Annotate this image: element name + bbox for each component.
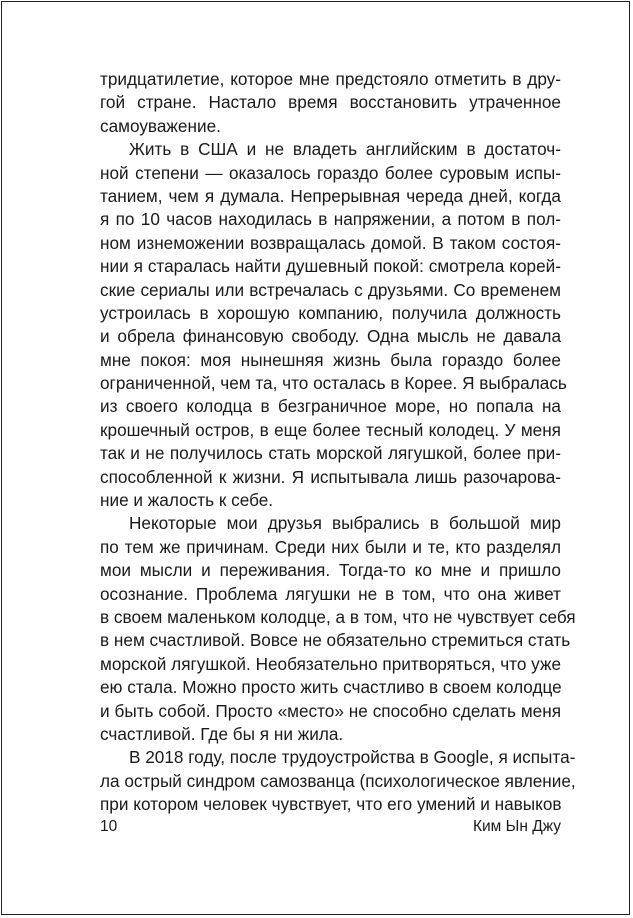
text-line: способленной к жизни. Я испытывала лишь разочарова- xyxy=(100,466,561,487)
text-line: в своем маленьком колодце, а в том, что не чувствует себя xyxy=(100,606,576,627)
running-author: Ким Ын Джу xyxy=(472,818,561,835)
text-line: и обрела финансовую свободу. Одна мысль не давала xyxy=(100,326,561,347)
text-line: морской лягушкой. Необязательно притворяться, что уже xyxy=(100,653,562,674)
text-line: по тем же причинам. Среди них были и те, кто разделял xyxy=(100,536,561,557)
text-line: тридцатилетие, которое мне предстояло отметить в дру- xyxy=(100,69,561,89)
text-line: крошечный остров, в еще более тесный колодец. У меня xyxy=(100,419,561,440)
text-line: я по 10 часов находилась в напряжении, а потом в пол- xyxy=(100,209,561,230)
text-line: ею стала. Можно просто жить счастливо в своем колодце xyxy=(100,677,562,698)
text-line: гой стране. Настало время восстановить утраченное xyxy=(100,92,561,113)
text-line: Некоторые мои друзья выбрались в большой мир xyxy=(129,513,561,534)
text-line: Жить в США и не владеть английским в достаточ- xyxy=(129,139,561,160)
text-line: ла острый синдром самозванца (психологическое явление, xyxy=(100,770,576,791)
text-line: самоуважение. xyxy=(100,115,221,136)
text-line: так и не получилось стать морской лягушкой, более при- xyxy=(100,443,561,464)
page-footer xyxy=(100,816,561,838)
text-line: ной степени — оказалось гораздо более суровым испы- xyxy=(100,162,561,183)
text-line: при котором человек чувствует, что его умений и навыков xyxy=(100,794,562,815)
page-number: 10 xyxy=(100,818,118,835)
text-line: мои мысли и переживания. Тогда-то ко мне и пришло xyxy=(100,560,561,581)
text-line: устроилась в хорошую компанию, получила должность xyxy=(100,302,561,323)
text-line: танием, чем я думала. Непрерывная череда дней, когда xyxy=(100,185,561,206)
text-line: из своего колодца в безграничное море, но попала на xyxy=(100,396,561,417)
text-line: мне покоя: моя нынешняя жизнь была гораздо более xyxy=(100,349,561,370)
text-line: ограниченной, чем та, что осталась в Корее. Я выбралась xyxy=(100,373,567,394)
text-line: счастливой. Где бы я ни жила. xyxy=(100,723,344,744)
text-line: и быть собой. Просто «место» не способно сделать меня xyxy=(100,700,561,721)
text-line: нии я старалась найти душевный покой: смотрела корей- xyxy=(100,256,561,277)
text-line: ние и жалость к себе. xyxy=(100,490,274,511)
text-line: ские сериалы или встречалась с друзьями. Со временем xyxy=(100,279,561,300)
text-line: в нем счастливой. Вовсе не обязательно стремиться стать xyxy=(100,630,571,651)
text-line: осознание. Проблема лягушки не в том, что она живет xyxy=(100,583,561,604)
text-line: ном изнеможении возвращалась домой. В таком состоя- xyxy=(100,232,561,253)
body-text xyxy=(100,68,576,817)
text-line: В 2018 году, после трудоустройства в Google, я испыта- xyxy=(129,747,576,768)
